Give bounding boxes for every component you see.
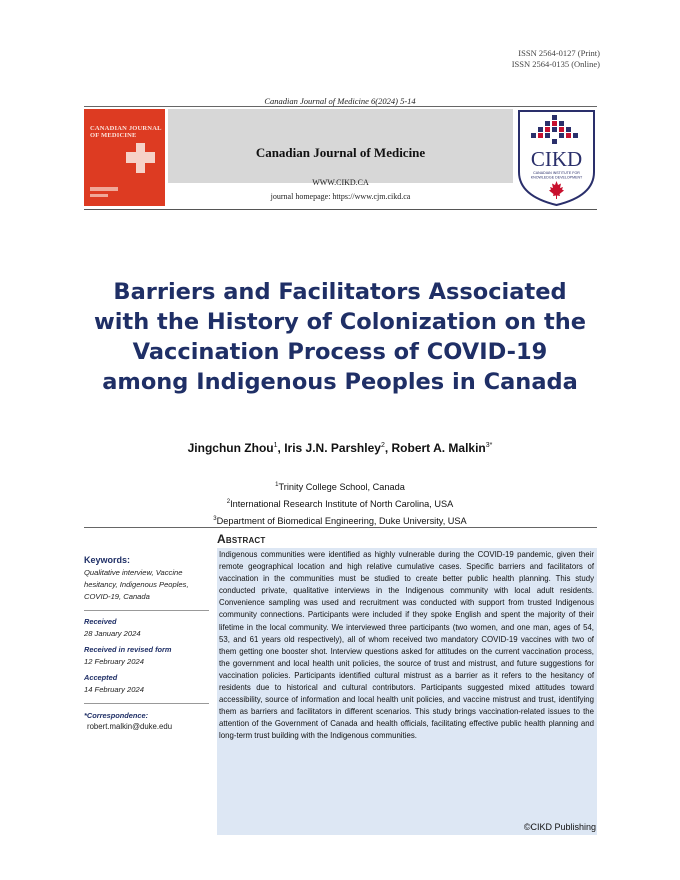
- logo-name-line1: CANADIAN INSTITUTE FOR: [533, 171, 580, 175]
- logo-name-line2: KNOWLEDGE DEVELOPMENT: [530, 175, 583, 180]
- accepted-date: 14 February 2024: [84, 685, 144, 694]
- affiliation: $^2$International Research Institute of North Carolina, USA: [226, 499, 454, 510]
- sidebar-divider: [84, 610, 209, 611]
- journal-citation: Canadian Journal of Medicine 6(2024) 5-14: [264, 96, 416, 106]
- banner-center: [168, 108, 513, 207]
- title-line: Barriers and Facilitators Associated: [113, 279, 567, 305]
- banner-divider: [84, 209, 597, 210]
- correspondence-label: *Correspondence:: [84, 711, 149, 720]
- keywords-list: Qualitative interview, Vaccine hesitancy, Indigenous Peoples, COVID-19, Canada: [84, 568, 189, 601]
- author-sup: 1: [273, 442, 278, 449]
- publisher-credit: ©CIKD Publishing: [523, 822, 596, 832]
- title-line: among Indigenous Peoples in Canada: [102, 369, 578, 395]
- abstract-text: Indigenous communities were identified as highly vulnerable during the COVID-19 pandemic, given their remote geographical location and high relative cumulative cases. Specific barriers and facilitators of vaccination in the communities must be studied to create better public health planning. This study conducted private, qualitative interviews in the Indigenous community with local adult residents. Convenience sampling was used and recruitment was conducted with support from trusted Indigenous community connections. Participants were included if they spoke English and spent the majority of their lifetime in the local community. We interviewed three participants (two women, and one man, ages of 54, 53, and 61 years old respectively), all of whom received two mandatory COVID-19 vaccines with two of them getting one booster shot. Interview questions asked for attitudes on the current vaccination process, the government and local health unit policies, the source of trust and mistrust, and future suggestions for vaccination policies. Participants identified cultural mistrust as a barrier as it refers to the hesitancy of residents due to historical and cultural contributors. Participants suggested mixed attitudes toward accessibility, source of information and local health unit policies, and vaccine mistrust and trust, identifying them as barriers and facilitators in different scenarios. This study brings vaccination-related issues to the attention of the Government of Canada and health officials, facilitating effective public health planning and long-term trust building with the Indigenous communities.: [219, 550, 594, 741]
- issn-print: ISSN 2564-0127 (Print): [518, 48, 600, 58]
- affiliation-list: [0, 478, 680, 529]
- journal-name: Canadian Journal of Medicine: [255, 145, 426, 160]
- title-line: Vaccination Process of COVID-19: [132, 339, 548, 365]
- correspondence-email[interactable]: robert.malkin@duke.edu: [87, 722, 173, 731]
- sidebar-divider: [84, 703, 209, 704]
- journal-homepage: journal homepage: https://www.cjm.cikd.ca: [270, 192, 411, 201]
- author-list: Jingchun Zhou$^1$, Iris J.N. Parshley$^2$, Robert A. Malkin$^{3*}$: [187, 441, 493, 455]
- revised-label: Received in revised form: [84, 645, 172, 654]
- article-title: [60, 277, 620, 397]
- article-info-sidebar: [84, 555, 209, 732]
- author-name: Robert A. Malkin: [391, 441, 486, 455]
- author-sup: 3*: [485, 442, 493, 449]
- cover-title: CANADIAN JOURNAL OF MEDICINE: [90, 125, 162, 139]
- header-divider: [84, 106, 597, 107]
- abstract-divider: [84, 527, 597, 528]
- affiliation: $^1$Trinity College School, Canada: [275, 482, 405, 493]
- author-name: Jingchun Zhou: [187, 441, 274, 455]
- author-name: Iris J.N. Parshley: [284, 441, 381, 455]
- journal-website: WWW.CIKD.CA: [312, 178, 369, 187]
- journal-cover-image: [84, 109, 165, 206]
- issn-online: ISSN 2564-0135 (Online): [511, 59, 600, 69]
- cikd-logo: [516, 108, 597, 207]
- affiliation: $^3$Department of Biomedical Engineering, Duke University, USA: [213, 516, 467, 527]
- received-date: 28 January 2024: [84, 629, 141, 638]
- title-line: with the History of Colonization on the: [93, 309, 587, 335]
- logo-acronym: CIKD: [530, 147, 583, 171]
- abstract-heading: Abstract: [217, 532, 266, 546]
- received-label: Received: [84, 617, 117, 626]
- accepted-label: Accepted: [84, 673, 118, 682]
- author-sup: 2: [380, 442, 385, 449]
- journal-banner: [84, 108, 597, 207]
- revised-date: 12 February 2024: [84, 657, 144, 666]
- issn-block: [512, 48, 600, 70]
- keywords-label: Keywords:: [84, 555, 131, 565]
